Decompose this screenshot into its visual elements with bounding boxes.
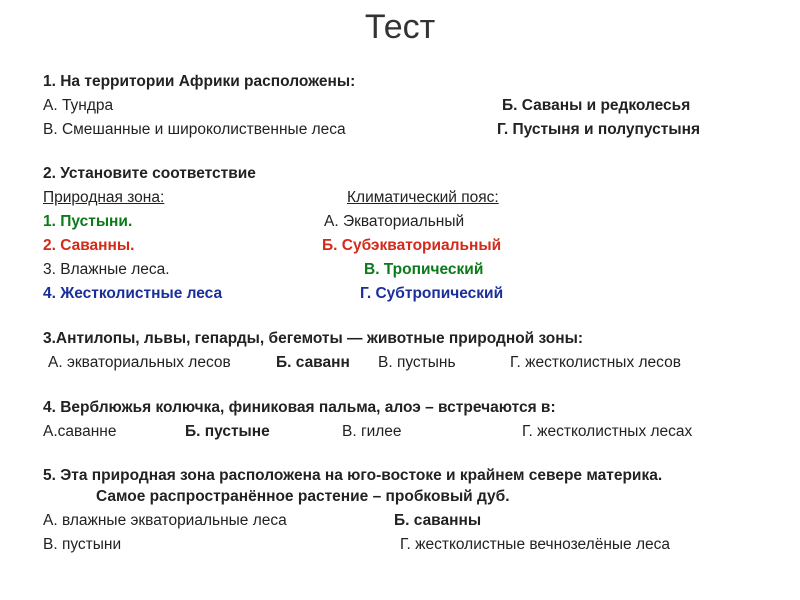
q1-question: 1. На территории Африки расположены: — [43, 73, 356, 90]
q4-option-g: Г. жестколистных лесах — [522, 423, 693, 440]
q1-option-b: Б. Саваны и редколесья — [502, 97, 691, 114]
page-title: Тест — [364, 8, 436, 46]
q2-row-3-left: 3. Влажные леса. — [43, 261, 170, 278]
q1-option-a: А. Тундра — [43, 97, 114, 114]
q5-question-line-1: 5. Эта природная зона расположена на юго-востоке и крайнем севере материка. — [43, 467, 663, 484]
q4-option-b: Б. пустыне — [185, 423, 270, 440]
q2-row-2-left: 2. Саванны. — [43, 237, 135, 254]
q2-row-2-right: Б. Субэкваториальный — [322, 237, 502, 254]
q2-right-header: Климатический пояс: — [347, 189, 499, 206]
q5-option-g: Г. жестколистные вечнозелёные леса — [400, 536, 670, 553]
q3-option-g: Г. жестколистных лесов — [510, 354, 681, 371]
q4-question: 4. Верблюжья колючка, финиковая пальма, алоэ – встречаются в: — [43, 399, 556, 416]
q3-question: 3.Антилопы, львы, гепарды, бегемоты — животные природной зоны: — [43, 330, 584, 347]
q2-row-1-left: 1. Пустыни. — [43, 213, 133, 230]
q2-row-4-left: 4. Жестколистные леса — [43, 285, 223, 302]
q2-left-header: Природная зона: — [43, 189, 165, 206]
q1-option-g: Г. Пустыня и полупустыня — [497, 121, 700, 138]
q3-option-v: В. пустынь — [378, 354, 456, 371]
q2-row-4-right: Г. Субтропический — [360, 285, 504, 302]
q2-row-1-right: А. Экваториальный — [324, 213, 465, 230]
q2-row-3-right: В. Тропический — [364, 261, 484, 278]
q2-question: 2. Установите соответствие — [43, 165, 256, 182]
q3-option-a: А. экваториальных лесов — [48, 354, 231, 371]
q1-option-v: В. Смешанные и широколиственные леса — [43, 121, 346, 138]
q4-option-a: А.саванне — [43, 423, 117, 440]
q4-option-v: В. гилее — [342, 423, 402, 440]
q5-option-v: В. пустыни — [43, 536, 122, 553]
q5-question-line-2: Самое распространённое растение – пробковый дуб. — [96, 488, 510, 505]
q3-option-b: Б. саванн — [276, 354, 350, 371]
q5-option-b: Б. саванны — [394, 512, 482, 529]
q5-option-a: А. влажные экваториальные леса — [43, 512, 287, 529]
